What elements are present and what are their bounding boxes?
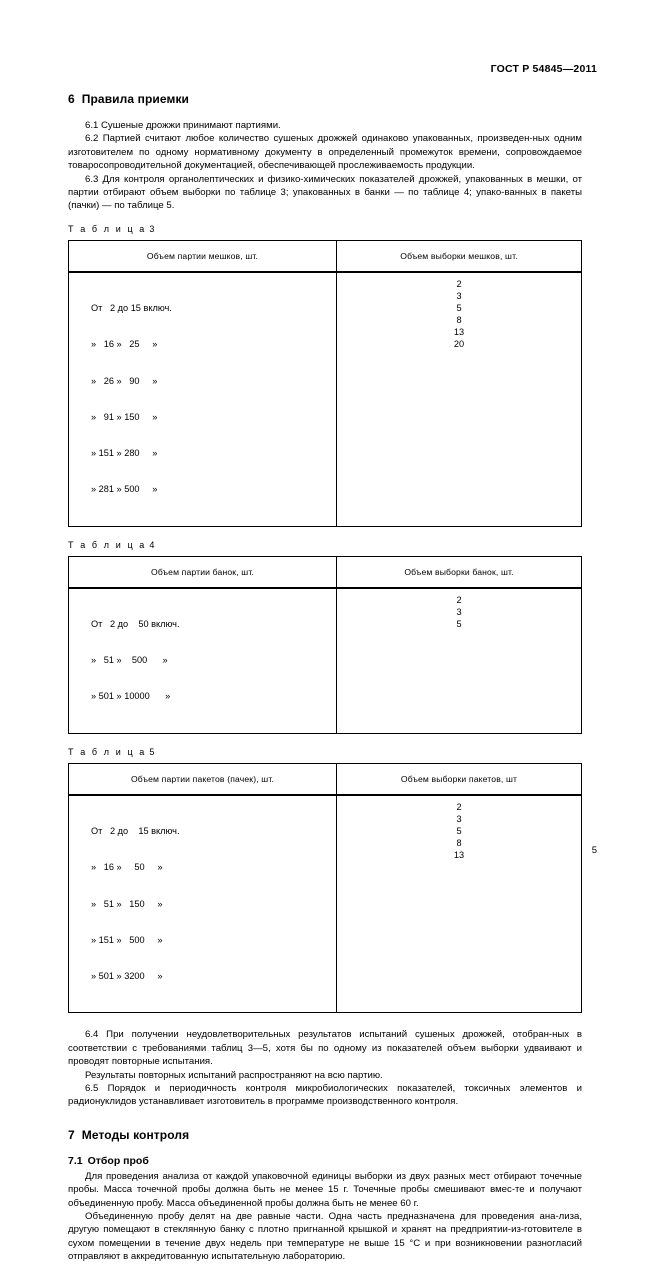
table-4-caption-number: 4 bbox=[149, 539, 155, 550]
table-4-head bbox=[69, 556, 582, 588]
list-item: » 16 » 50 » bbox=[91, 862, 163, 873]
table-3-range-list bbox=[69, 278, 336, 520]
table-5-header-col2: Объем выборки пакетов, шт bbox=[337, 763, 582, 795]
table-5-value-list bbox=[337, 801, 581, 861]
list-item: » 281 » 500 » bbox=[91, 484, 158, 495]
list-item: От 2 до 15 включ. bbox=[91, 825, 180, 836]
list-item: 2 bbox=[456, 801, 462, 812]
table-5-values-cell bbox=[337, 795, 582, 1013]
list-item: От 2 до 50 включ. bbox=[91, 618, 180, 629]
table-row bbox=[69, 272, 582, 526]
clause-6-3: 6.3 Для контроля органолептических и физико-химических показателей дрожжей, упакованных в мешки, от партии отбирают объем выборки по таблице 3; упакованных в банки — по таблице 4; упако-ванных в пакеты (пачки) — по таблице 5. bbox=[68, 173, 582, 212]
table-3-values-cell bbox=[337, 272, 582, 526]
clause-7-1-paragraph-2: Объединенную пробу делят на две равные части. Одна часть предназначена для проведения ана-лиза, другую помещают в стеклянную банку с плотно пригнанной крышкой и хранят на предприятии-из-готовителе в сухом помещении в течение двух недель при температуре не выше 15 °С и при возникновении разногласий отправляют в аккредитованную испытательную лабораторию. bbox=[68, 1211, 582, 1263]
list-item: 5 bbox=[456, 303, 462, 314]
table-3-value-list bbox=[337, 278, 581, 351]
list-item: » 26 » 90 » bbox=[91, 375, 158, 386]
list-item: 8 bbox=[456, 838, 462, 849]
subsection-heading-7-1 bbox=[68, 1155, 582, 1167]
table-row bbox=[69, 795, 582, 1013]
table-4-values-cell bbox=[337, 588, 582, 734]
list-item: » 151 » 500 » bbox=[91, 934, 163, 945]
table-5 bbox=[68, 763, 582, 1014]
table-4 bbox=[68, 556, 582, 734]
list-item: От 2 до 15 включ. bbox=[91, 303, 172, 314]
list-item: 3 bbox=[456, 606, 462, 617]
list-item: 13 bbox=[453, 850, 465, 861]
table-row bbox=[69, 588, 582, 734]
table-3-caption-number: 3 bbox=[149, 223, 155, 234]
clause-6-4: 6.4 При получении неудовлетворительных результатов испытаний сушеных дрожжей, отобран-ных в соответствии с требованиями таблиц 3—5, хотя бы по одному из показателей объем выборки удваивают и проводят повторные испытания. bbox=[68, 1029, 582, 1068]
table-3-caption-word: Т а б л и ц а bbox=[68, 223, 147, 234]
table-3-head bbox=[69, 240, 582, 272]
list-item: 3 bbox=[456, 813, 462, 824]
table-5-ranges-cell bbox=[69, 795, 337, 1013]
table-4-value-list bbox=[337, 594, 581, 630]
table-4-header-col2: Объем выборки банок, шт. bbox=[337, 556, 582, 588]
table-3-header-col2: Объем выборки мешков, шт. bbox=[337, 240, 582, 272]
section-heading-7 bbox=[68, 1128, 582, 1142]
clause-7-1-block bbox=[68, 1170, 582, 1264]
table-3 bbox=[68, 240, 582, 527]
clause-6-4-block bbox=[68, 1028, 582, 1108]
table-5-caption-word: Т а б л и ц а bbox=[68, 746, 147, 757]
table-4-caption-word: Т а б л и ц а bbox=[68, 539, 147, 550]
list-item: » 501 » 10000 » bbox=[91, 691, 171, 702]
clause-6-1-block bbox=[68, 119, 582, 213]
table-3-body bbox=[69, 272, 582, 526]
list-item: 2 bbox=[456, 594, 462, 605]
table-5-caption bbox=[68, 747, 582, 757]
list-item: 8 bbox=[456, 315, 462, 326]
table-5-range-list bbox=[69, 801, 336, 1007]
section-6-number: 6 bbox=[68, 92, 75, 106]
section-heading-6 bbox=[68, 92, 582, 106]
clause-6-5: 6.5 Порядок и периодичность контроля микробиологических показателей, токсичных элементов и радионуклидов устанавливает изготовитель в программе производственного контроля. bbox=[68, 1082, 582, 1108]
clause-7-1-paragraph-1: Для проведения анализа от каждой упаковочной единицы выборки из двух разных мест отбирают точечные пробы. Масса точечной пробы должна быть не менее 15 г. Точечные пробы смешивают вмес-те и получают объединенную пробу. Масса объединенной пробы должна быть не менее 60 г. bbox=[68, 1170, 582, 1209]
table-row bbox=[69, 556, 582, 588]
table-row bbox=[69, 763, 582, 795]
clause-6-2: 6.2 Партией считают любое количество сушеных дрожжей одинаково упакованных, произведен-ных одним изготовителем по одному нормативному документу в определенный промежуток времени, сопровождаемое товаросопроводительной документацией, обеспечивающей прослеживаемость продукции. bbox=[68, 133, 582, 172]
table-3-caption bbox=[68, 224, 582, 234]
list-item: 13 bbox=[453, 327, 465, 338]
table-5-header-col1: Объем партии пакетов (пачек), шт. bbox=[69, 763, 337, 795]
table-5-caption-number: 5 bbox=[149, 746, 155, 757]
list-item: 20 bbox=[453, 339, 465, 350]
table-4-ranges-cell bbox=[69, 588, 337, 734]
table-4-wrapper bbox=[68, 540, 582, 734]
page-number: 5 bbox=[591, 845, 597, 856]
table-4-range-list bbox=[69, 594, 336, 727]
section-7-title: Методы контроля bbox=[81, 1127, 190, 1142]
subsection-7-1-title: Отбор проб bbox=[87, 1154, 149, 1167]
table-5-head bbox=[69, 763, 582, 795]
table-3-ranges-cell bbox=[69, 272, 337, 526]
table-4-caption bbox=[68, 540, 582, 550]
running-head-standard-number: ГОСТ Р 54845—2011 bbox=[490, 63, 597, 75]
table-row bbox=[69, 240, 582, 272]
list-item: 5 bbox=[456, 618, 462, 629]
clause-6-4-note: Результаты повторных испытаний распространяют на всю партию. bbox=[85, 1069, 383, 1081]
list-item: » 91 » 150 » bbox=[91, 411, 158, 422]
table-5-wrapper bbox=[68, 747, 582, 1014]
table-4-body bbox=[69, 588, 582, 734]
list-item: 2 bbox=[456, 278, 462, 289]
page-content bbox=[68, 92, 582, 1264]
section-7-number: 7 bbox=[68, 1127, 75, 1142]
table-4-header-col1: Объем партии банок, шт. bbox=[69, 556, 337, 588]
list-item: 3 bbox=[456, 290, 462, 301]
list-item: » 151 » 280 » bbox=[91, 448, 158, 459]
list-item: » 16 » 25 » bbox=[91, 339, 158, 350]
list-item: » 501 » 3200 » bbox=[91, 971, 163, 982]
list-item: » 51 » 500 » bbox=[91, 655, 168, 666]
clause-6-1: 6.1 Сушеные дрожжи принимают партиями. bbox=[85, 120, 281, 131]
table-5-body bbox=[69, 795, 582, 1013]
list-item: 5 bbox=[456, 825, 462, 836]
section-6-title: Правила приемки bbox=[81, 92, 190, 106]
list-item: » 51 » 150 » bbox=[91, 898, 163, 909]
table-3-wrapper bbox=[68, 224, 582, 527]
table-3-header-col1: Объем партии мешков, шт. bbox=[69, 240, 337, 272]
subsection-7-1-number: 7.1 bbox=[68, 1154, 83, 1167]
